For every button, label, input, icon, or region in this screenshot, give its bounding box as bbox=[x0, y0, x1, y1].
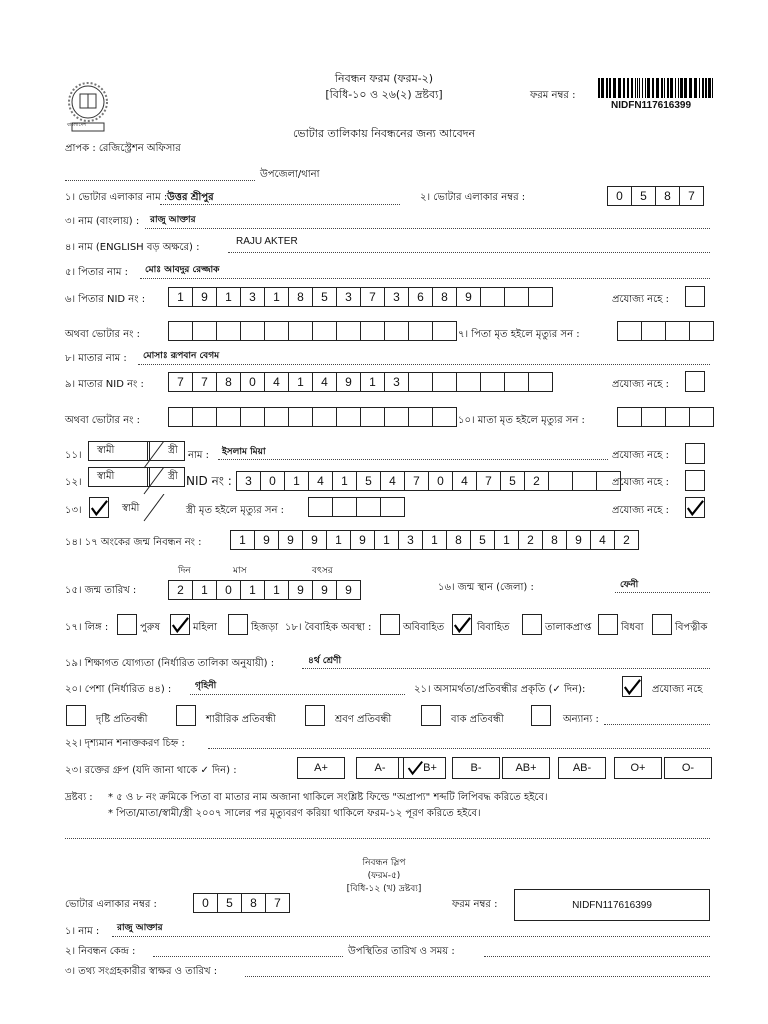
digit-cell[interactable]: 5 bbox=[631, 186, 656, 206]
slash-divider bbox=[140, 441, 165, 469]
field-5-value[interactable]: মোঃ আবদুর রেজ্জাক bbox=[145, 265, 220, 275]
widower-label: বিপত্নীক bbox=[675, 622, 708, 633]
digit-cell[interactable] bbox=[360, 407, 385, 427]
field-3-value[interactable]: রাজু আক্তার bbox=[150, 215, 196, 225]
blood-group-label: B+ bbox=[423, 762, 437, 774]
digit-cell[interactable]: 0 bbox=[260, 471, 285, 491]
barcode-text: NIDFN117616399 bbox=[611, 100, 692, 111]
digit-cell[interactable] bbox=[288, 407, 313, 427]
field-4-value[interactable]: RAJU AKTER bbox=[236, 236, 298, 247]
blood-group-label: O+ bbox=[630, 762, 646, 774]
husband-label: স্বামী bbox=[97, 445, 115, 456]
digit-cell[interactable]: 9 bbox=[254, 530, 279, 550]
digit-cell[interactable] bbox=[264, 407, 289, 427]
digit-cell[interactable] bbox=[641, 407, 666, 427]
digit-cell[interactable] bbox=[384, 407, 409, 427]
digit-cell[interactable]: 7 bbox=[476, 471, 501, 491]
digit-cell[interactable] bbox=[408, 321, 433, 341]
field-7-label: ৭। পিতা মৃত হইলে মৃত্যুর সন : bbox=[458, 329, 580, 340]
field-16-value[interactable]: ফেনী bbox=[620, 580, 639, 590]
checkmark-icon bbox=[407, 760, 423, 776]
digit-cell[interactable] bbox=[264, 321, 289, 341]
checkmark-icon bbox=[686, 499, 704, 517]
month-label: মাস bbox=[233, 566, 247, 576]
spouse-name-label: নাম : bbox=[188, 450, 209, 461]
upazila-label: উপজেলা/থানা bbox=[260, 169, 320, 180]
digit-cell[interactable]: 2 bbox=[614, 530, 639, 550]
digit-cell[interactable] bbox=[689, 321, 714, 341]
application-title: ভোটার তালিকায় নিবন্ধনের জন্য আবেদন bbox=[292, 127, 476, 140]
other-label: অন্যান্য : bbox=[563, 714, 599, 725]
field-11-value[interactable]: ইসলাম মিয়া bbox=[222, 447, 266, 457]
digit-cell[interactable] bbox=[384, 321, 409, 341]
digit-cell[interactable] bbox=[572, 471, 597, 491]
field-22-label: ২২। দৃশ্যমান শনাক্তকরণ চিহ্ন : bbox=[65, 738, 185, 749]
disability-na-label: প্রযোজ্য নহে bbox=[652, 684, 703, 695]
slip-name-label: ১। নাম : bbox=[65, 926, 100, 937]
digit-cell[interactable]: 9 bbox=[278, 530, 303, 550]
slip-center-label: ২। নিবন্ধন কেন্দ্র : bbox=[65, 946, 136, 957]
digit-cell[interactable]: 8 bbox=[542, 530, 567, 550]
slip-title: নিবন্ধন স্লিপ bbox=[362, 858, 406, 868]
field-16-label: ১৬। জন্ম স্থান (জেলা) : bbox=[438, 582, 534, 593]
field-2-label: ২। ভোটার এলাকার নম্বর : bbox=[420, 192, 526, 203]
digit-cell[interactable] bbox=[240, 321, 265, 341]
male-label: পুরুষ bbox=[140, 622, 160, 633]
digit-cell[interactable]: 1 bbox=[374, 530, 399, 550]
not-applicable-label: প্রযোজ্য নহে : bbox=[612, 379, 669, 390]
father-voter-no-boxes[interactable] bbox=[168, 321, 456, 341]
mother-voter-no-boxes[interactable] bbox=[168, 407, 456, 427]
form-number-label: ফরম নম্বর : bbox=[530, 90, 576, 101]
mother-nid-boxes[interactable] bbox=[168, 372, 552, 392]
checkmark-icon bbox=[453, 616, 471, 634]
field-5-label: ৫। পিতার নাম : bbox=[65, 267, 128, 278]
digit-cell[interactable] bbox=[665, 321, 690, 341]
digit-cell[interactable] bbox=[336, 407, 361, 427]
digit-cell[interactable]: 9 bbox=[312, 580, 337, 600]
checkmark-icon bbox=[90, 499, 108, 517]
digit-cell[interactable] bbox=[216, 407, 241, 427]
digit-cell[interactable]: 1 bbox=[326, 530, 351, 550]
digit-cell[interactable]: 9 bbox=[566, 530, 591, 550]
digit-cell[interactable] bbox=[312, 407, 337, 427]
divorced-label: তালাকপ্রাপ্ত bbox=[545, 622, 592, 633]
speech-label: বাক প্রতিবন্ধী bbox=[451, 714, 504, 725]
digit-cell[interactable] bbox=[192, 407, 217, 427]
digit-cell[interactable]: 1 bbox=[332, 471, 357, 491]
digit-cell[interactable] bbox=[336, 321, 361, 341]
digit-cell[interactable] bbox=[480, 372, 505, 392]
form-rule: [বিধি-১০ ও ২৬(২) দ্রষ্টব্য] bbox=[325, 88, 443, 101]
father-nid-boxes[interactable] bbox=[168, 287, 552, 307]
digit-cell[interactable]: 9 bbox=[336, 372, 361, 392]
digit-cell[interactable]: 1 bbox=[216, 287, 241, 307]
field-9-label: ৯। মাতার NID নং : bbox=[65, 379, 144, 390]
blood-group-label: O- bbox=[681, 762, 695, 774]
digit-cell[interactable]: 3 bbox=[398, 530, 423, 550]
digit-cell[interactable]: 7 bbox=[168, 372, 193, 392]
blood-group-bpos[interactable] bbox=[398, 757, 446, 779]
digit-cell[interactable]: 7 bbox=[679, 186, 704, 206]
digit-cell[interactable]: 8 bbox=[241, 893, 266, 913]
married-checkbox[interactable] bbox=[452, 614, 472, 635]
spouse-nid-na-checkbox[interactable] bbox=[685, 470, 705, 491]
field-4-label: ৪। নাম (ENGLISH বড় অক্ষরে) : bbox=[65, 242, 200, 253]
field-1-value[interactable]: উত্তর শ্রীপুর bbox=[167, 192, 214, 203]
slip-form-no-value[interactable]: NIDFN117616399 bbox=[514, 889, 710, 921]
blood-group-label: AB- bbox=[572, 762, 592, 774]
digit-cell[interactable]: 1 bbox=[494, 530, 519, 550]
digit-cell[interactable] bbox=[356, 497, 381, 517]
digit-cell[interactable] bbox=[528, 287, 553, 307]
seal-caption: বাংলাদেশ bbox=[67, 122, 87, 128]
digit-cell[interactable]: 7 bbox=[404, 471, 429, 491]
blood-group-label: A+ bbox=[314, 762, 328, 774]
digit-cell[interactable] bbox=[380, 497, 405, 517]
digit-cell[interactable]: 9 bbox=[350, 530, 375, 550]
digit-cell[interactable] bbox=[504, 372, 529, 392]
field-23-label: ২৩। রক্তের গ্রুপ (যদি জানা থাকে ✓ দিন) : bbox=[65, 765, 237, 776]
field-14-label: ১৪। ১৭ অংকের জন্ম নিবন্ধন নং : bbox=[65, 537, 202, 548]
or-voter-no-label: অথবা ভোটার নং : bbox=[65, 415, 141, 426]
barcode bbox=[598, 78, 716, 101]
father-nid-na-checkbox[interactable] bbox=[685, 286, 705, 307]
digit-cell[interactable] bbox=[408, 407, 433, 427]
field-12-number: ১২। bbox=[65, 477, 82, 488]
digit-cell[interactable] bbox=[617, 407, 642, 427]
field-6-label: ৬। পিতার NID নং : bbox=[65, 294, 146, 305]
husband-label: স্বামী bbox=[122, 503, 140, 514]
slip-attendance-label: উপস্থিতির তারিখ ও সময় : bbox=[348, 946, 455, 957]
digit-cell[interactable] bbox=[192, 321, 217, 341]
field-8-label: ৮। মাতার নাম : bbox=[65, 353, 127, 364]
digit-cell[interactable]: 9 bbox=[302, 530, 327, 550]
field-19-value[interactable]: ৪র্থ শ্রেণী bbox=[308, 656, 342, 666]
digit-cell[interactable]: 7 bbox=[192, 372, 217, 392]
not-applicable-label: প্রযোজ্য নহে : bbox=[612, 477, 669, 488]
note-2: * পিতা/মাতা/স্বামী/স্ত্রী ২০০৭ সালের পর মৃত্যুবরণ করিয়া থাকিলে ফরম-১২ পূরণ করিতে হইবে। bbox=[108, 808, 481, 819]
digit-cell[interactable]: 0 bbox=[216, 580, 241, 600]
digit-cell[interactable]: 3 bbox=[236, 471, 261, 491]
field-17-label: ১৭। লিঙ্গ : bbox=[65, 622, 109, 633]
digit-cell[interactable]: 5 bbox=[312, 287, 337, 307]
digit-cell[interactable]: 3 bbox=[336, 287, 361, 307]
digit-cell[interactable]: 1 bbox=[264, 287, 289, 307]
mother-death-year-boxes[interactable] bbox=[617, 407, 713, 427]
blood-group-opos[interactable] bbox=[614, 757, 662, 779]
physical-label: শারীরিক প্রতিবন্ধী bbox=[206, 714, 276, 725]
field-2-boxes[interactable] bbox=[607, 186, 703, 206]
digit-cell[interactable]: 1 bbox=[168, 287, 193, 307]
checkmark-icon bbox=[171, 616, 189, 634]
digit-cell[interactable]: 8 bbox=[432, 287, 457, 307]
digit-cell[interactable] bbox=[617, 321, 642, 341]
slip-rule: [বিধি-১২ (খ) দ্রষ্টব্য] bbox=[346, 884, 422, 894]
digit-cell[interactable]: 2 bbox=[168, 580, 193, 600]
husband-label: স্বামী bbox=[97, 471, 115, 482]
form-title: নিবন্ধন ফরম (ফরম-২) bbox=[334, 72, 434, 85]
field-10-label: ১০। মাতা মৃত হইলে মৃত্যুর সন : bbox=[458, 415, 585, 426]
spouse-name-na-checkbox[interactable] bbox=[685, 443, 705, 464]
digit-cell[interactable]: 1 bbox=[284, 471, 309, 491]
digit-cell[interactable]: 8 bbox=[216, 372, 241, 392]
field-11-number: ১১। bbox=[65, 450, 82, 461]
digit-cell[interactable]: 9 bbox=[192, 287, 217, 307]
blood-group-label: A- bbox=[374, 762, 386, 774]
slash-divider bbox=[140, 467, 165, 495]
digit-cell[interactable]: 0 bbox=[428, 471, 453, 491]
visual-label: দৃষ্টি প্রতিবন্ধী bbox=[96, 714, 148, 725]
father-death-year-boxes[interactable] bbox=[617, 321, 713, 341]
digit-cell[interactable]: 1 bbox=[422, 530, 447, 550]
digit-cell[interactable] bbox=[504, 287, 529, 307]
checkmark-icon bbox=[623, 678, 641, 696]
digit-cell[interactable]: 0 bbox=[193, 893, 218, 913]
note-1: * ৫ ও ৮ নং ক্রমিকে পিতা বা মাতার নাম অজানা থাকিলে সংশ্লিষ্ট ফিল্ডে "অপ্রাপ্য" শব্দটি লিপিবদ্ধ করিতে হইবে। bbox=[108, 792, 548, 803]
married-label: বিবাহিত bbox=[477, 622, 510, 633]
digit-cell[interactable] bbox=[456, 372, 481, 392]
wife-death-label: স্ত্রী মৃত হইলে মৃত্যুর সন : bbox=[186, 505, 285, 516]
digit-cell[interactable] bbox=[641, 321, 666, 341]
digit-cell[interactable] bbox=[548, 471, 573, 491]
wife-label: স্ত্রী bbox=[168, 445, 178, 456]
digit-cell[interactable] bbox=[332, 497, 357, 517]
hijra-checkbox[interactable] bbox=[228, 614, 248, 635]
field-13-number: ১৩। bbox=[65, 505, 82, 516]
field-20-label: ২০। পেশা (নির্ধারিত ৪৪) : bbox=[65, 684, 172, 695]
digit-cell[interactable]: 4 bbox=[590, 530, 615, 550]
blood-group-label: B- bbox=[470, 762, 482, 774]
blood-group-abneg[interactable] bbox=[558, 757, 606, 779]
or-voter-no-label: অথবা ভোটার নং : bbox=[65, 329, 141, 340]
visual-checkbox[interactable] bbox=[66, 705, 86, 726]
digit-cell[interactable]: 9 bbox=[456, 287, 481, 307]
digit-cell[interactable]: 9 bbox=[288, 580, 313, 600]
widower-checkbox[interactable] bbox=[652, 614, 672, 635]
wife-label: স্ত্রী bbox=[168, 471, 178, 482]
digit-cell[interactable]: 4 bbox=[308, 471, 333, 491]
spouse-death-year-boxes[interactable] bbox=[308, 497, 404, 517]
digit-cell[interactable]: 5 bbox=[500, 471, 525, 491]
birth-registration-boxes[interactable] bbox=[230, 530, 638, 550]
field-8-value[interactable]: মোসাঃ রূপবান বেগম bbox=[143, 351, 220, 361]
digit-cell[interactable] bbox=[689, 407, 714, 427]
husband-dead-checkbox[interactable] bbox=[89, 497, 109, 518]
hearing-checkbox[interactable] bbox=[305, 705, 325, 726]
digit-cell[interactable]: 5 bbox=[356, 471, 381, 491]
unmarried-checkbox[interactable] bbox=[380, 614, 400, 635]
blood-group-apos[interactable] bbox=[297, 757, 345, 779]
digit-cell[interactable]: 7 bbox=[265, 893, 290, 913]
digit-cell[interactable] bbox=[432, 321, 457, 341]
female-label: মহিলা bbox=[193, 622, 218, 633]
birth-date-boxes[interactable] bbox=[168, 580, 360, 600]
digit-cell[interactable]: 0 bbox=[240, 372, 265, 392]
digit-cell[interactable] bbox=[665, 407, 690, 427]
digit-cell[interactable]: 4 bbox=[380, 471, 405, 491]
digit-cell[interactable] bbox=[216, 321, 241, 341]
digit-cell[interactable]: 5 bbox=[217, 893, 242, 913]
digit-cell[interactable] bbox=[432, 407, 457, 427]
spouse-nid-boxes[interactable] bbox=[236, 471, 620, 491]
digit-cell[interactable]: 2 bbox=[524, 471, 549, 491]
female-checkbox[interactable] bbox=[170, 614, 190, 635]
digit-cell[interactable]: 3 bbox=[240, 287, 265, 307]
digit-cell[interactable]: 4 bbox=[264, 372, 289, 392]
blood-group-oneg[interactable] bbox=[664, 757, 712, 779]
field-20-value[interactable]: গৃহিনী bbox=[195, 681, 217, 691]
day-label: দিন bbox=[178, 566, 191, 576]
slip-form-no-label: ফরম নম্বর : bbox=[452, 899, 498, 910]
digit-cell[interactable]: 8 bbox=[655, 186, 680, 206]
slip-subtitle: (ফরম-৫) bbox=[367, 871, 401, 881]
digit-cell[interactable] bbox=[168, 321, 193, 341]
widow-label: বিধবা bbox=[621, 622, 644, 633]
field-3-label: ৩। নাম (বাংলায়) : bbox=[65, 216, 140, 227]
digit-cell[interactable]: 1 bbox=[230, 530, 255, 550]
blood-group-bneg[interactable] bbox=[452, 757, 500, 779]
male-checkbox[interactable] bbox=[117, 614, 137, 635]
divorced-checkbox[interactable] bbox=[522, 614, 542, 635]
slash-divider bbox=[140, 494, 165, 522]
digit-cell[interactable] bbox=[240, 407, 265, 427]
widow-checkbox[interactable] bbox=[598, 614, 618, 635]
digit-cell[interactable]: 1 bbox=[288, 372, 313, 392]
not-applicable-label: প্রযোজ্য নহে : bbox=[612, 294, 669, 305]
recipient-label: প্রাপক : রেজিস্ট্রেশন অফিসার bbox=[65, 143, 181, 154]
field-1-label: ১। ভোটার এলাকার নাম : bbox=[65, 192, 168, 203]
hijra-label: হিজড়া bbox=[251, 622, 279, 633]
blood-group-label: AB+ bbox=[515, 762, 537, 774]
digit-cell[interactable]: 5 bbox=[470, 530, 495, 550]
digit-cell[interactable]: 2 bbox=[518, 530, 543, 550]
blood-group-aneg[interactable] bbox=[356, 757, 404, 779]
slip-area-no-label: ভোটার এলাকার নম্বর : bbox=[65, 899, 157, 910]
digit-cell[interactable] bbox=[360, 321, 385, 341]
unmarried-label: অবিবাহিত bbox=[403, 622, 445, 633]
digit-cell[interactable]: 8 bbox=[446, 530, 471, 550]
digit-cell[interactable] bbox=[168, 407, 193, 427]
other-checkbox[interactable] bbox=[531, 705, 551, 726]
field-18-label: ১৮। বৈবাহিক অবস্থা : bbox=[285, 622, 372, 633]
mother-nid-na-checkbox[interactable] bbox=[685, 371, 705, 392]
digit-cell[interactable]: 4 bbox=[452, 471, 477, 491]
digit-cell[interactable]: 1 bbox=[240, 580, 265, 600]
digit-cell[interactable] bbox=[308, 497, 333, 517]
digit-cell[interactable]: 1 bbox=[192, 580, 217, 600]
field-21-label: ২১। অসামর্থতা/প্রতিবন্ধীর প্রকৃতি (✓ দিন): bbox=[414, 684, 586, 695]
not-applicable-label: প্রযোজ্য নহে : bbox=[612, 505, 669, 516]
blood-group-abpos[interactable] bbox=[502, 757, 550, 779]
digit-cell[interactable]: 9 bbox=[336, 580, 361, 600]
digit-cell[interactable] bbox=[480, 287, 505, 307]
digit-cell[interactable] bbox=[408, 372, 433, 392]
disability-na-checkbox[interactable] bbox=[622, 676, 642, 697]
spouse-death-na-checkbox[interactable] bbox=[685, 497, 705, 518]
year-label: বৎসর bbox=[312, 566, 333, 576]
digit-cell[interactable] bbox=[312, 321, 337, 341]
digit-cell[interactable]: 4 bbox=[312, 372, 337, 392]
field-19-label: ১৯। শিক্ষাগত যোগ্যতা (নির্ধারিত তালিকা অনুযায়ী) : bbox=[65, 658, 275, 669]
digit-cell[interactable] bbox=[288, 321, 313, 341]
digit-cell[interactable]: 1 bbox=[360, 372, 385, 392]
spouse-nid-label: NID নং : bbox=[186, 474, 232, 488]
speech-checkbox[interactable] bbox=[421, 705, 441, 726]
hearing-label: শ্রবণ প্রতিবন্ধী bbox=[335, 714, 392, 725]
note-label: দ্রষ্টব্য : bbox=[65, 792, 93, 803]
digit-cell[interactable]: 6 bbox=[408, 287, 433, 307]
digit-cell[interactable]: 3 bbox=[384, 287, 409, 307]
digit-cell[interactable] bbox=[528, 372, 553, 392]
slip-name-value[interactable]: রাজু আক্তার bbox=[117, 923, 163, 933]
digit-cell[interactable]: 8 bbox=[288, 287, 313, 307]
slip-area-no-boxes[interactable] bbox=[193, 893, 289, 913]
not-applicable-label: প্রযোজ্য নহে : bbox=[612, 450, 669, 461]
field-15-label: ১৫। জন্ম তারিখ : bbox=[65, 585, 137, 596]
physical-checkbox[interactable] bbox=[176, 705, 196, 726]
digit-cell[interactable]: 1 bbox=[264, 580, 289, 600]
digit-cell[interactable]: 3 bbox=[384, 372, 409, 392]
digit-cell[interactable] bbox=[432, 372, 457, 392]
digit-cell[interactable]: 0 bbox=[607, 186, 632, 206]
digit-cell[interactable]: 7 bbox=[360, 287, 385, 307]
slip-collector-label: ৩। তথ্য সংগ্রহকারীর স্বাক্ষর ও তারিখ : bbox=[65, 966, 218, 977]
